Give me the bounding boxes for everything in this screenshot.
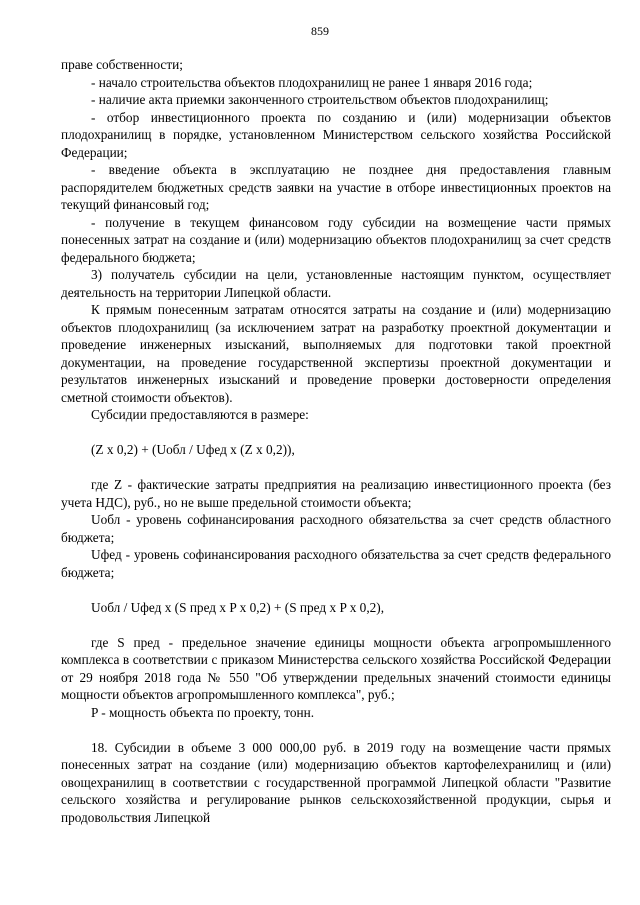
paragraph-commissioning: - введение объекта в эксплуатацию не позднее дня предоставления главным распорядителем бюджетных средств заявки на участие в отборе инвестиционных проектов на текущий финансовый год; bbox=[61, 162, 611, 212]
formula-subsidy-2: Uобл / Uфед x (S пред x P x 0,2) + (S пред x P x 0,2), bbox=[91, 599, 385, 615]
paragraph-definition-ufed: Uфед - уровень софинансирования расходного обязательства за счет средств федерального бюджета; bbox=[61, 547, 611, 580]
paragraph-ownership-right: праве собственности; bbox=[61, 57, 183, 72]
paragraph-subsidy-amount-intro: Субсидии предоставляются в размере: bbox=[91, 407, 309, 422]
paragraph-definition-z: где Z - фактические затраты предприятия на реализацию инвестиционного проекта (без учета НДС), руб., но не выше предельной стоимости объекта; bbox=[61, 477, 611, 510]
paragraph-project-selection: - отбор инвестиционного проекта по созданию и (или) модернизации объектов плодохранилищ в порядке, установленном Министерством сельского хозяйства Российской Федерации; bbox=[61, 109, 611, 160]
page-number: 859 bbox=[311, 24, 329, 38]
paragraph-direct-costs: К прямым понесенным затратам относятся затраты на создание и (или) модернизацию объектов плодохранилищ (за исключением затрат на разработку проектной документации и проведение инженерных изысканий, выполняемых для подготовки такой проектной документации, на проведение государственной экспертизы проектной документации и результатов инженерных изысканий и проведение проверки достоверности определения сметной стоимости объектов). bbox=[61, 302, 611, 405]
document-body bbox=[61, 56, 611, 826]
paragraph-definition-uobl: Uобл - уровень софинансирования расходного обязательства за счет средств областного бюджета; bbox=[61, 512, 611, 545]
paragraph-acceptance-act: - наличие акта приемки законченного строительством объектов плодохранилищ; bbox=[91, 92, 549, 107]
paragraph-definition-s-pred: где S пред - предельное значение единицы мощности объекта агропромышленного комплекса в соответствии с приказом Министерства сельского хозяйства Российской Федерации от 29 ноября 2018 года № 550 "Об утверждении предельных значений стоимости единицы мощности объектов агропромышленного комплекса", руб.; bbox=[61, 634, 611, 702]
paragraph-recipient-territory: 3) получатель субсидии на цели, установленные настоящим пунктом, осуществляет деятельность на территории Липецкой области. bbox=[61, 267, 611, 300]
paragraph-construction-start: - начало строительства объектов плодохранилищ не ранее 1 января 2016 года; bbox=[91, 74, 533, 90]
paragraph-federal-subsidy: - получение в текущем финансовом году субсидии на возмещение части прямых понесенных затрат на создание и (или) модернизацию объектов плодохранилищ за счет средств федерального бюджета; bbox=[61, 214, 611, 265]
paragraph-definition-p: P - мощность объекта по проекту, тонн. bbox=[91, 704, 315, 720]
paragraph-item-18: 18. Субсидии в объеме 3 000 000,00 руб. в 2019 году на возмещение части прямых понесенных затрат на создание (или) модернизацию объектов картофелехранилищ и (или) овощехранилищ в соответствии с государственной программой Липецкой области "Развитие сельского хозяйства и регулирование рынков сельскохозяйственной продукции, сырья и продовольствия Липецкой bbox=[61, 739, 611, 825]
formula-subsidy-1: (Z x 0,2) + (Uобл / Uфед x (Z x 0,2)), bbox=[91, 442, 295, 457]
